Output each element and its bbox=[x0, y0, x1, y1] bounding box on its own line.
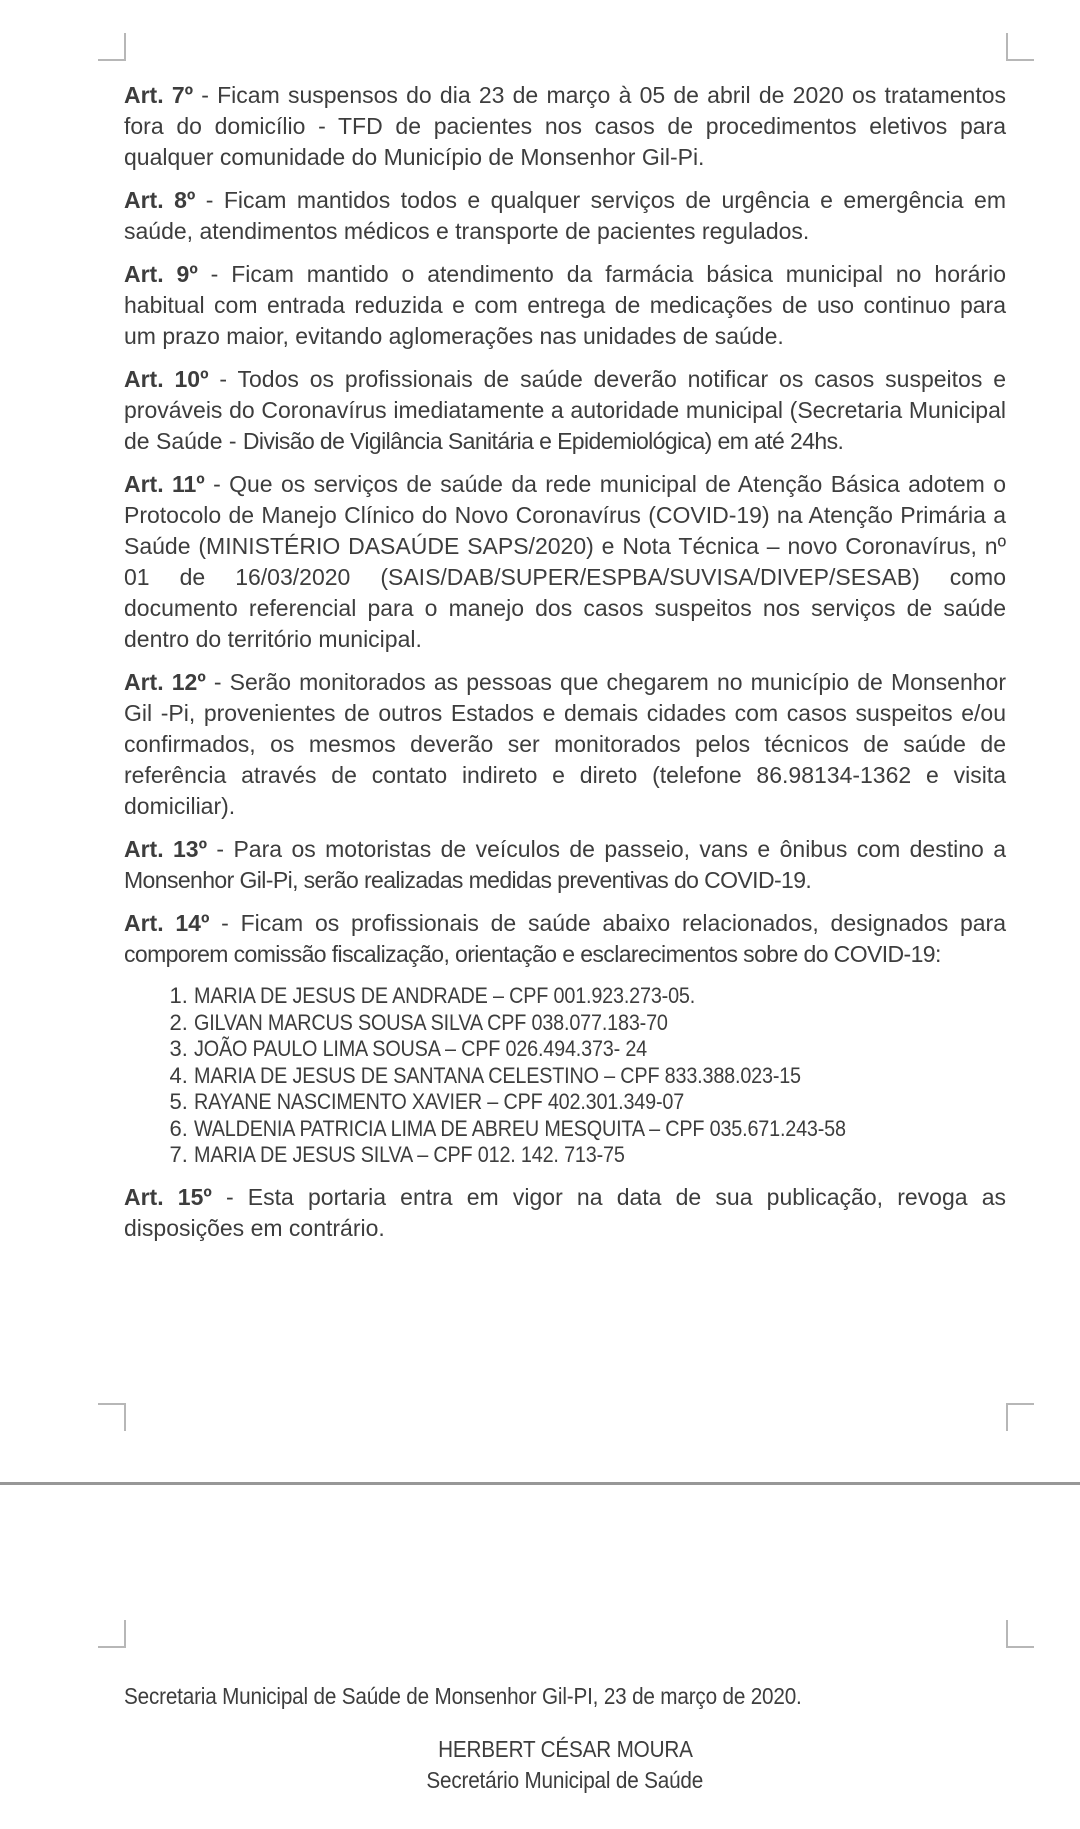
article-13-label: Art. 13º bbox=[124, 836, 207, 862]
member-7: MARIA DE JESUS SILVA – CPF 012. 142. 713-75 bbox=[194, 1142, 625, 1167]
article-8-paragraph bbox=[124, 185, 1006, 247]
page1-bottom-left-corner-mark bbox=[98, 1403, 126, 1431]
article-11-paragraph bbox=[124, 469, 1006, 655]
signatory-title bbox=[124, 1765, 1006, 1796]
article-13-text-condensed: Monsenhor Gil-Pi, serão realizadas medidas preventivas do COVID-19. bbox=[124, 867, 812, 893]
article-7-text: - Ficam suspensos do dia 23 de março à 05 de abril de 2020 os tratamentos fora do domicílio - TFD de pacientes nos casos de procedimentos eletivos para qualquer comunidade do Município de Monsenhor Gil-Pi. bbox=[124, 82, 1006, 170]
member-2: GILVAN MARCUS SOUSA SILVA CPF 038.077.183-70 bbox=[194, 1009, 668, 1035]
member-4: MARIA DE JESUS DE SANTANA CELESTINO – CPF 833.388.023-15 bbox=[194, 1062, 801, 1088]
list-item bbox=[194, 983, 1006, 1010]
list-item bbox=[194, 1089, 1006, 1116]
page1-top-right-corner-mark bbox=[1006, 33, 1034, 61]
article-10-text: - Todos os profissionais de saúde deverão notificar os casos suspeitos e prováveis do Coronavírus imediatamente a autoridade municipal (Secretaria Municipal de Saúde - bbox=[124, 366, 1006, 454]
article-8-label: Art. 8º bbox=[124, 187, 196, 213]
list-item bbox=[194, 1063, 1006, 1090]
member-1: MARIA DE JESUS DE ANDRADE – CPF 001.923.273-05. bbox=[194, 983, 696, 1008]
article-9-paragraph bbox=[124, 259, 1006, 352]
article-14-label: Art. 14º bbox=[124, 910, 210, 936]
article-15-label: Art. 15º bbox=[124, 1183, 212, 1210]
member-3: JOÃO PAULO LIMA SOUSA – CPF 026.494.373- 24 bbox=[194, 1036, 648, 1061]
article-13-paragraph bbox=[124, 834, 1006, 896]
article-13-text: - Para os motoristas de veículos de passeio, vans e ônibus com destino a bbox=[207, 836, 1007, 862]
list-item bbox=[194, 1036, 1006, 1063]
page1-top-left-corner-mark bbox=[98, 33, 126, 61]
article-10-label: Art. 10º bbox=[124, 366, 209, 392]
article-9-text: - Ficam mantido o atendimento da farmácia básica municipal no horário habitual com entrada reduzida e com entrega de medicações de uso continuo para um prazo maior, evitando aglomerações nas unidades de saúde. bbox=[124, 261, 1006, 349]
member-6: WALDENIA PATRICIA LIMA DE ABREU MESQUITA – CPF 035.671.243-58 bbox=[194, 1115, 846, 1141]
article-12-label: Art. 12º bbox=[124, 669, 206, 695]
signatory-title-text: Secretário Municipal de Saúde bbox=[426, 1767, 704, 1793]
signatory-name bbox=[124, 1734, 1006, 1765]
signature-block bbox=[124, 1682, 1006, 1796]
article-11-label: Art. 11º bbox=[124, 471, 205, 497]
signatory-name-text: HERBERT CÉSAR MOURA bbox=[437, 1736, 693, 1762]
article-15-text: - Esta portaria entra em vigor na data de sua publicação, revoga as disposições em contrário. bbox=[124, 1183, 1006, 1241]
page2-top-left-corner-mark bbox=[98, 1620, 126, 1648]
list-item bbox=[194, 1010, 1006, 1037]
article-7-paragraph bbox=[124, 80, 1006, 173]
page1-bottom-right-corner-mark bbox=[1006, 1403, 1034, 1431]
article-15-paragraph bbox=[124, 1182, 1006, 1244]
list-item bbox=[194, 1116, 1006, 1143]
article-9-label: Art. 9º bbox=[124, 261, 198, 287]
article-8-text: - Ficam mantidos todos e qualquer serviços de urgência e emergência em saúde, atendimentos médicos e transporte de pacientes regulados. bbox=[124, 187, 1006, 244]
commission-members-list bbox=[124, 983, 1006, 1169]
article-14-paragraph bbox=[124, 908, 1006, 970]
member-5: RAYANE NASCIMENTO XAVIER – CPF 402.301.349-07 bbox=[194, 1089, 685, 1114]
article-12-paragraph bbox=[124, 667, 1006, 822]
article-10-text-condensed: Divisão de Vigilância Sanitária e Epidemiológica) em até 24hs. bbox=[242, 428, 844, 454]
page2-top-right-corner-mark bbox=[1006, 1620, 1034, 1648]
article-10-paragraph bbox=[124, 364, 1006, 457]
article-7-label: Art. 7º bbox=[124, 82, 194, 108]
closing-line-text: Secretaria Municipal de Saúde de Monsenhor Gil-PI, 23 de março de 2020. bbox=[124, 1683, 802, 1709]
article-14-text: - Ficam os profissionais de saúde abaixo relacionados, designados para bbox=[209, 910, 1006, 936]
document-text-area bbox=[124, 80, 1006, 1256]
closing-line bbox=[124, 1682, 1006, 1710]
article-12-text: - Serão monitorados as pessoas que chegarem no município de Monsenhor Gil -Pi, provenientes de outros Estados e demais cidades com casos suspeitos e/ou confirmados, os mesmos deverão ser monitorados pelos técnicos de saúde de referência através de contato indireto e direto (telefone 86.98134-1362 e visita domiciliar). bbox=[124, 669, 1007, 819]
article-11-text: - Que os serviços de saúde da rede municipal de Atenção Básica adotem o Protocolo de Manejo Clínico do Novo Coronavírus (COVID-19) na Atenção Primária a Saúde (MINISTÉRIO DASAÚDE SAPS/2020) e Nota Técnica – novo Coronavírus, nº 01 de 16/03/2020 (SAIS/DAB/SUPER/ESPBA/SUVISA/DIVEP/SESAB) como documento referencial para o manejo dos casos suspeitos nos serviços de saúde dentro do território municipal. bbox=[124, 471, 1006, 652]
article-14-text-condensed: comporem comissão fiscalização, orientação e esclarecimentos sobre do COVID-19: bbox=[124, 941, 941, 967]
list-item bbox=[194, 1142, 1006, 1169]
page-divider bbox=[0, 1482, 1080, 1485]
